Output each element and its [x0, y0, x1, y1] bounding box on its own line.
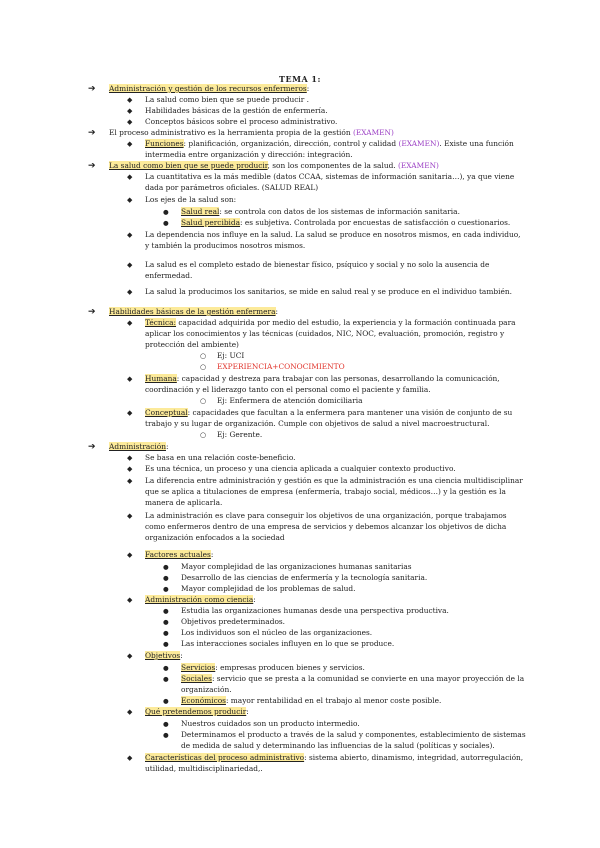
sub-list-item: Desarrollo de las ciencias de enfermería y la tecnología sanitaria.	[181, 573, 428, 582]
item-text: : capacidad y destreza para trabajar con las personas, desarrollando la comunicación,	[176, 374, 500, 383]
dot-bullet-icon: ●	[163, 208, 169, 216]
item-continuation: manera de aplicarla.	[145, 498, 223, 507]
term-label: Sociales	[181, 674, 212, 683]
heading-text: Administración y gestión de los recursos enfermeros	[109, 84, 307, 93]
diamond-bullet-icon: ◆	[127, 140, 133, 148]
diamond-bullet-icon: ◆	[127, 196, 133, 204]
diamond-bullet-icon: ◆	[127, 375, 133, 383]
term-label: Salud real	[181, 207, 220, 216]
dot-bullet-icon: ●	[163, 607, 169, 615]
item-continuation: que se aplica a titulaciones de empresa (enfermería, trabajo social, médicos…) y la gestión es la	[145, 487, 506, 496]
sub-list-item	[181, 218, 510, 228]
arrow-bullet-icon: ➔	[88, 128, 96, 138]
section-heading: Habilidades básicas de la gestión enfermera:	[109, 307, 278, 316]
item-continuation: y también la producimos nosotros mismos.	[145, 241, 306, 250]
item-text: : es subjetiva. Controlada por encuestas de satisfacción o cuestionarios.	[240, 218, 511, 227]
list-item: La administración es clave para conseguir los objetivos de una organización, porque trabajamos	[145, 511, 507, 520]
sub-list-item	[181, 207, 460, 217]
sub-list-item	[181, 674, 524, 684]
page-title: TEMA 1:	[279, 74, 321, 84]
subsection-heading: Factores actuales:	[145, 550, 214, 559]
heading-text: Habilidades básicas de la gestión enfermera	[109, 307, 276, 316]
list-item: Conceptos básicos sobre el proceso administrativo.	[145, 117, 338, 126]
item-continuation: aplicar los conocimientos y las técnicas (cuidados, NIC, NOC, evaluación, promoción, registro y	[145, 329, 505, 338]
list-item	[145, 139, 514, 149]
sub-list-item: Mayor complejidad de las organizaciones humanas sanitarias	[181, 562, 412, 571]
sub-list-item: Mayor complejidad de los problemas de salud.	[181, 584, 356, 593]
item-continuation: como enfermeros dentro de una empresa de servicios y debemos alcanzar los objetivos de dicha	[145, 522, 507, 531]
example-item: Ej: Gerente.	[217, 430, 263, 439]
item-text: . Existe una función	[439, 139, 514, 148]
paragraph-text: , son los componentes de la salud.	[267, 161, 396, 170]
paragraph-text: El proceso administrativo es la herramienta propia de la gestión	[109, 128, 351, 137]
arrow-bullet-icon: ➔	[88, 161, 96, 171]
diamond-bullet-icon: ◆	[127, 288, 133, 296]
exam-tag: (EXAMEN)	[398, 139, 440, 148]
example-item: EXPERIENCIA+CONOCIMIENTO	[217, 362, 345, 371]
dot-bullet-icon: ●	[163, 585, 169, 593]
exam-tag: (EXAMEN)	[398, 161, 439, 170]
sub-list-item: Estudia las organizaciones humanas desde una perspectiva productiva.	[181, 606, 449, 615]
item-continuation: trabajo y su lugar de organización. Cumple con objetivos de salud a nivel macroestructural.	[145, 419, 490, 428]
list-item: La salud como bien que se puede producir .	[145, 95, 310, 104]
diamond-bullet-icon: ◆	[127, 551, 133, 559]
diamond-bullet-icon: ◆	[127, 512, 133, 520]
item-continuation: dada por parámetros oficiales. (SALUD REAL)	[145, 183, 319, 192]
term-label: Características del proceso administrativo	[145, 753, 305, 762]
paragraph	[109, 128, 394, 138]
list-item: Habilidades básicas de la gestión de enfermería.	[145, 106, 328, 115]
list-item: La cuantitativa es la más medible (datos CCAA, sistemas de información sanitaria…), ya que viene	[145, 172, 515, 181]
diamond-bullet-icon: ◆	[127, 261, 133, 269]
item-continuation: protección del ambiente)	[145, 340, 239, 349]
list-item: La dependencia nos influye en la salud. La salud se produce en nosotros mismos, en cada individuo,	[145, 230, 521, 239]
sub-list-item: Nuestros cuidados son un producto intermedio.	[181, 719, 360, 728]
diamond-bullet-icon: ◆	[127, 173, 133, 181]
dot-bullet-icon: ●	[163, 664, 169, 672]
item-text: : servicio que se presta a la comunidad se convierte en una mayor proyección de la	[211, 674, 525, 683]
item-text: : capacidades que facultan a la enfermera para mantener una visión de conjunto de su	[187, 408, 513, 417]
section-heading	[109, 161, 439, 171]
section-heading: Administración y gestión de los recursos enfermeros:	[109, 84, 310, 93]
diamond-bullet-icon: ◆	[127, 231, 133, 239]
list-item: La salud la producimos los sanitarios, se mide en salud real y se produce en el individuo también.	[145, 287, 512, 296]
sub-list-item: Los individuos son el núcleo de las organizaciones.	[181, 628, 373, 637]
diamond-bullet-icon: ◆	[127, 652, 133, 660]
list-item	[145, 374, 500, 384]
item-text: : se controla con datos de los sistemas de información sanitaria.	[219, 207, 460, 216]
dot-bullet-icon: ●	[163, 574, 169, 582]
dot-bullet-icon: ●	[163, 618, 169, 626]
diamond-bullet-icon: ◆	[127, 708, 133, 716]
list-item: Es una técnica, un proceso y una ciencia aplicada a cualquier contexto productivo.	[145, 464, 456, 473]
diamond-bullet-icon: ◆	[127, 409, 133, 417]
term-label: Administración como ciencia	[145, 595, 254, 604]
item-text: : empresas producen bienes y servicios.	[215, 663, 365, 672]
list-item: La diferencia entre administración y gestión es que la administración es una ciencia multidisciplinar	[145, 476, 523, 485]
diamond-bullet-icon: ◆	[127, 596, 133, 604]
list-item: La salud es el completo estado de bienestar físico, psíquico y social y no solo la ausencia de	[145, 260, 490, 269]
circle-bullet-icon: ○	[200, 397, 207, 405]
arrow-bullet-icon: ➔	[88, 442, 96, 452]
item-text: : sistema abierto, dinamismo, integridad, autorregulación,	[304, 753, 524, 762]
heading-text: Administración	[109, 442, 166, 451]
arrow-bullet-icon: ➔	[88, 307, 96, 317]
item-text: : mayor rentabilidad en el trabajo al menor coste posible.	[225, 696, 442, 705]
diamond-bullet-icon: ◆	[127, 96, 133, 104]
item-continuation: enfermedad.	[145, 271, 193, 280]
sub-list-item: Determinamos el producto a través de la salud y componentes, establecimiento de sistemas	[181, 730, 526, 739]
dot-bullet-icon: ●	[163, 629, 169, 637]
diamond-bullet-icon: ◆	[127, 118, 133, 126]
term-label: Económicos	[181, 696, 226, 705]
sub-list-item	[181, 663, 365, 673]
sub-list-item	[181, 696, 441, 706]
term-label: Factores actuales	[145, 550, 211, 559]
dot-bullet-icon: ●	[163, 697, 169, 705]
dot-bullet-icon: ●	[163, 720, 169, 728]
diamond-bullet-icon: ◆	[127, 477, 133, 485]
subsection-heading: Administración como ciencia:	[145, 595, 256, 604]
dot-bullet-icon: ●	[163, 731, 169, 739]
term-label: Servicios	[181, 663, 216, 672]
list-item	[145, 753, 523, 763]
list-item	[145, 318, 516, 328]
dot-bullet-icon: ●	[163, 640, 169, 648]
item-continuation: organización.	[181, 685, 232, 694]
item-continuation: organización enfocados a la sociedad	[145, 533, 285, 542]
list-item: Se basa en una relación coste-beneficio.	[145, 453, 296, 462]
item-text: : planificación, organización, dirección, control y calidad	[183, 139, 397, 148]
dot-bullet-icon: ●	[163, 219, 169, 227]
term-label: Salud percibida	[181, 218, 241, 227]
circle-bullet-icon: ○	[200, 352, 207, 360]
item-continuation: coordinación y el liderazgo tanto con el personal como el paciente y familia.	[145, 385, 431, 394]
item-continuation: de medida de salud y determinando las influencias de la salud (políticas y sociales).	[181, 741, 495, 750]
term-label: Técnica:	[145, 318, 177, 327]
sub-list-item: Objetivos predeterminados.	[181, 617, 286, 626]
section-heading: Administración:	[109, 442, 169, 451]
heading-text: La salud como bien que se puede producir	[109, 161, 268, 170]
diamond-bullet-icon: ◆	[127, 454, 133, 462]
arrow-bullet-icon: ➔	[88, 84, 96, 94]
term-label: Funciones	[145, 139, 184, 148]
item-continuation: utilidad, multidisciplinariedad,.	[145, 764, 263, 773]
subsection-heading: Qué pretendemos producir:	[145, 707, 249, 716]
exam-tag: (EXAMEN)	[352, 128, 394, 137]
list-item: Los ejes de la salud son:	[145, 195, 237, 204]
circle-bullet-icon: ○	[200, 363, 207, 371]
item-continuation: intermedia entre organización y dirección: integración.	[145, 150, 353, 159]
term-label: Humana	[145, 374, 177, 383]
example-item: Ej: Enfermera de atención domiciliaria	[217, 396, 363, 405]
dot-bullet-icon: ●	[163, 563, 169, 571]
term-label: Qué pretendemos producir	[145, 707, 247, 716]
term-label: Objetivos	[145, 651, 181, 660]
term-label: Conceptual	[145, 408, 188, 417]
diamond-bullet-icon: ◆	[127, 754, 133, 762]
diamond-bullet-icon: ◆	[127, 319, 133, 327]
diamond-bullet-icon: ◆	[127, 465, 133, 473]
item-text: capacidad adquirida por medio del estudio, la experiencia y la formación continuada para	[176, 318, 516, 327]
subsection-heading: Objetivos:	[145, 651, 183, 660]
circle-bullet-icon: ○	[200, 431, 207, 439]
dot-bullet-icon: ●	[163, 675, 169, 683]
list-item	[145, 408, 512, 418]
sub-list-item: Las interacciones sociales influyen en lo que se produce.	[181, 639, 395, 648]
example-item: Ej: UCI	[217, 351, 245, 360]
diamond-bullet-icon: ◆	[127, 107, 133, 115]
